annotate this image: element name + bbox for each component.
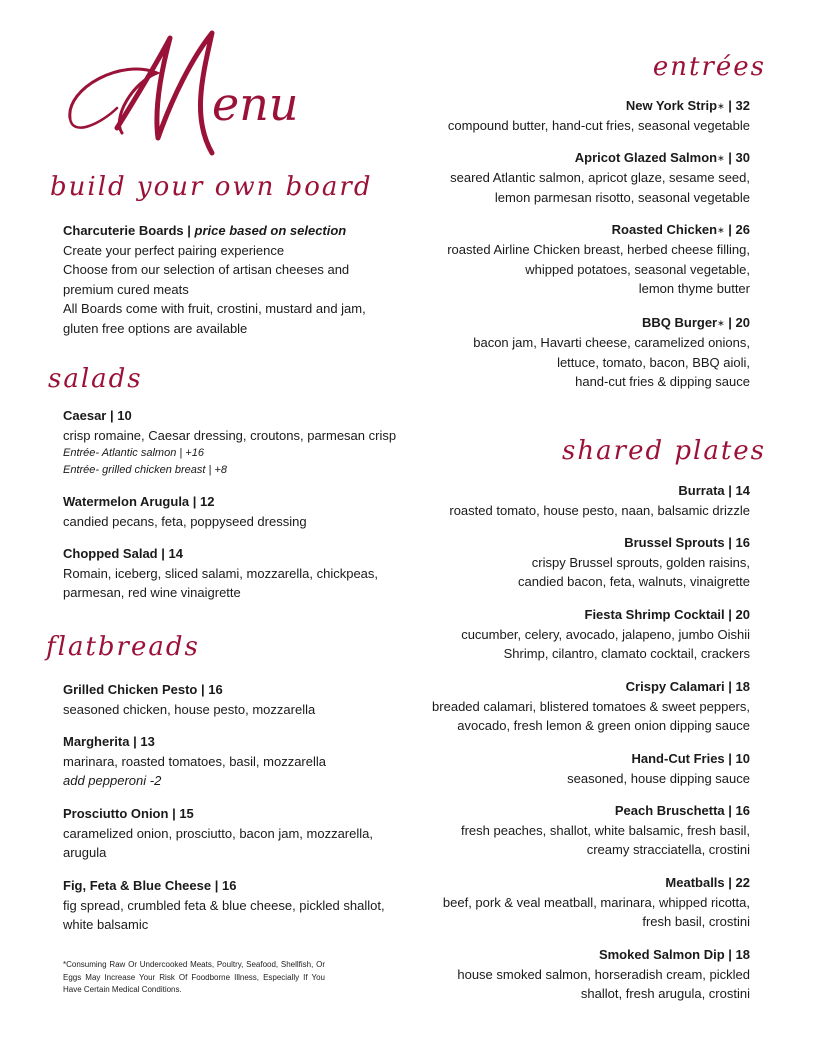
item-option: add pepperoni -2 xyxy=(63,773,162,788)
menu-item: Meatballs | 22 beef, pork & veal meatball, marinara, whipped ricotta, fresh basil, crostini xyxy=(442,875,750,929)
menu-item: Peach Bruschetta | 16 fresh peaches, shallot, white balsamic, fresh basil, creamy stracciatella, crostini xyxy=(460,803,750,857)
menu-item: Prosciutto Onion | 15 caramelized onion, prosciutto, bacon jam, mozzarella, arugula xyxy=(63,806,373,860)
section-heading-flatbreads: flatbreads xyxy=(46,632,200,662)
board-item-title: Charcuterie Boards | price based on selection xyxy=(63,223,347,238)
menu-item: Apricot Glazed Salmon∗ | 30 seared Atlantic salmon, apricot glaze, sesame seed, lemon parmesan risotto, seasonal vegetable xyxy=(450,150,750,205)
star-icon: ∗ xyxy=(717,317,725,328)
menu-item: Burrata | 14 roasted tomato, house pesto, naan, balsamic drizzle xyxy=(449,483,750,518)
menu-item: Brussel Sprouts | 16 crispy Brussel sprouts, golden raisins, candied bacon, feta, walnuts, vinaigrette xyxy=(518,535,750,589)
item-option: Entrée- grilled chicken breast | +8 xyxy=(63,464,227,476)
star-icon: ∗ xyxy=(717,152,725,163)
section-heading-entrees: entrées xyxy=(652,52,766,82)
svg-text:enu: enu xyxy=(212,77,299,131)
menu-item: Roasted Chicken∗ | 26 roasted Airline Chicken breast, herbed cheese filling, whipped potatoes, seasonal vegetable, lemon thyme butter xyxy=(447,222,750,297)
star-icon: ∗ xyxy=(717,224,725,235)
board-item: Charcuterie Boards | price based on selection Create your perfect pairing experience Choose from our selection of artisan cheeses and premium cured meats All Boards come with fruit, crostini, mustard and jam, gluten free options are available xyxy=(63,221,403,338)
section-heading-shared-plates: shared plates xyxy=(562,436,766,466)
menu-item: Hand-Cut Fries | 10 seasoned, house dipping sauce xyxy=(567,751,750,786)
menu-item: Chopped Salad | 14 Romain, iceberg, sliced salami, mozzarella, chickpeas, parmesan, red wine vinaigrette xyxy=(63,546,379,600)
menu-item: Crispy Calamari | 18 breaded calamari, blistered tomatoes & sweet peppers, avocado, fresh lemon & green onion dipping sauce xyxy=(432,679,750,733)
menu-item: Grilled Chicken Pesto | 16 seasoned chicken, house pesto, mozzarella xyxy=(63,682,316,717)
menu-item: Caesar | 10 crisp romaine, Caesar dressing, croutons, parmesan crisp Entrée- Atlantic salmon | +16 Entrée- grilled chicken breast | +8 xyxy=(63,406,403,479)
menu-item: BBQ Burger∗ | 20 bacon jam, Havarti cheese, caramelized onions, lettuce, tomato, bacon, BBQ aioli, hand-cut fries & dipping sauce xyxy=(473,315,750,390)
menu-item: New York Strip∗ | 32 compound butter, hand-cut fries, seasonal vegetable xyxy=(447,98,750,134)
star-icon: ∗ xyxy=(717,100,725,111)
menu-item: Fiesta Shrimp Cocktail | 20 cucumber, celery, avocado, jalapeno, jumbo Oishii Shrimp, cilantro, clamato cocktail, crackers xyxy=(461,607,750,661)
section-heading-board: build your own board xyxy=(50,172,373,202)
item-option: Entrée- Atlantic salmon | +16 xyxy=(63,447,204,459)
menu-item: Margherita | 13 marinara, roasted tomatoes, basil, mozzarella add pepperoni -2 xyxy=(63,732,403,791)
menu-item: Fig, Feta & Blue Cheese | 16 fig spread, crumbled feta & blue cheese, pickled shallot, white balsamic xyxy=(63,878,385,932)
menu-title xyxy=(62,28,382,158)
section-heading-salads: salads xyxy=(48,364,143,394)
menu-item: Watermelon Arugula | 12 candied pecans, feta, poppyseed dressing xyxy=(63,494,307,529)
food-safety-disclaimer: *Consuming Raw Or Undercooked Meats, Poultry, Seafood, Shellfish, Or Eggs May Increase Your Risk Of Foodborne Illness, Especially If You Have Certain Medical Conditions. xyxy=(63,960,325,994)
menu-item: Smoked Salmon Dip | 18 house smoked salmon, horseradish cream, pickled shallot, fresh arugula, crostini xyxy=(457,947,750,1001)
